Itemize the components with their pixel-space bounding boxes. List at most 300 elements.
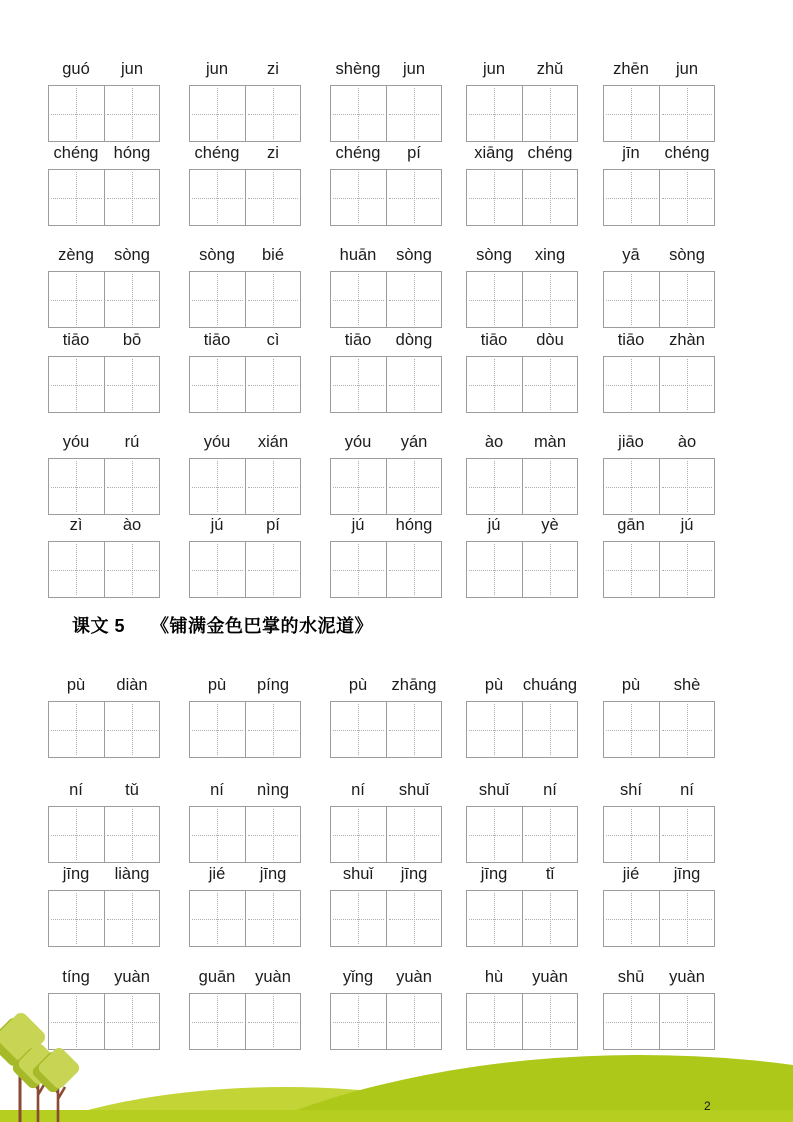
pinyin-syllable: yā (622, 246, 640, 264)
pinyin-pair (603, 514, 715, 537)
writing-grid (330, 356, 442, 413)
pinyin-pair (48, 58, 160, 81)
pinyin-syllable: liàng (114, 865, 150, 883)
pinyin-grid-unit (603, 674, 715, 758)
pinyin-pair (189, 142, 301, 165)
pinyin-pair (48, 966, 160, 989)
grid-cell (245, 702, 301, 757)
writing-grid (466, 356, 578, 413)
grid-cell (245, 807, 301, 862)
pinyin-syllable: sòng (669, 246, 705, 264)
pinyin-syllable: xiāng (474, 144, 514, 162)
pinyin-syllable: pí (407, 144, 421, 162)
pinyin-grid-unit (466, 142, 578, 226)
pinyin-syllable: jú (487, 516, 501, 534)
grid-cell (386, 459, 442, 514)
writing-grid (48, 541, 160, 598)
grid-cell (190, 357, 245, 412)
writing-grid (603, 701, 715, 758)
writing-grid (330, 458, 442, 515)
pinyin-syllable: jun (402, 60, 426, 78)
pinyin-grid-unit (466, 863, 578, 947)
grid-cell (331, 459, 386, 514)
pinyin-syllable: bō (122, 331, 142, 349)
grid-cell (659, 357, 715, 412)
pinyin-syllable: chéng (664, 144, 710, 162)
pinyin-syllable: jīn (622, 144, 640, 162)
pinyin-syllable: tíng (62, 968, 90, 986)
grid-cell (604, 807, 659, 862)
pinyin-syllable: hù (484, 968, 504, 986)
pinyin-syllable: hóng (395, 516, 433, 534)
pinyin-syllable: sòng (199, 246, 235, 264)
pinyin-pair (603, 329, 715, 352)
pinyin-syllable: pù (207, 676, 227, 694)
grid-cell (467, 807, 522, 862)
pinyin-grid-unit (603, 514, 715, 598)
pinyin-pair (330, 244, 442, 267)
pinyin-syllable: jun (120, 60, 144, 78)
pinyin-syllable: sòng (476, 246, 512, 264)
pinyin-syllable: jun (482, 60, 506, 78)
pinyin-grid-unit (330, 674, 442, 758)
grid-cell (386, 170, 442, 225)
pinyin-syllable: jun (675, 60, 699, 78)
pinyin-syllable: tiāo (617, 331, 645, 349)
pinyin-syllable: pù (348, 676, 368, 694)
grid-cell (659, 170, 715, 225)
grid-cell (104, 542, 160, 597)
grid-cell (467, 357, 522, 412)
pinyin-syllable: shè (673, 676, 701, 694)
pinyin-syllable: pù (621, 676, 641, 694)
pinyin-pair (330, 966, 442, 989)
writing-grid (48, 85, 160, 142)
pinyin-grid-unit (603, 431, 715, 515)
grid-cell (190, 86, 245, 141)
pinyin-pair (48, 674, 160, 697)
writing-grid (603, 458, 715, 515)
pinyin-pair (189, 863, 301, 886)
grid-cell (467, 459, 522, 514)
pinyin-syllable: rú (124, 433, 140, 451)
writing-grid (189, 701, 301, 758)
grid-cell (245, 170, 301, 225)
grid-cell (190, 542, 245, 597)
pinyin-grid-unit (189, 674, 301, 758)
grid-cell (104, 86, 160, 141)
pinyin-syllable: nìng (256, 781, 290, 799)
writing-grid (189, 541, 301, 598)
grid-cell (467, 702, 522, 757)
grid-cell (49, 542, 104, 597)
pinyin-pair (603, 863, 715, 886)
pinyin-syllable: tiāo (344, 331, 372, 349)
grid-cell (104, 357, 160, 412)
pinyin-syllable: bié (261, 246, 285, 264)
pinyin-syllable: tiāo (203, 331, 231, 349)
grid-cell (659, 702, 715, 757)
pinyin-pair (466, 244, 578, 267)
pinyin-pair (603, 431, 715, 454)
pinyin-grid-unit (189, 514, 301, 598)
pinyin-grid-unit (189, 329, 301, 413)
pinyin-syllable: jú (210, 516, 224, 534)
writing-grid (603, 271, 715, 328)
grid-cell (467, 272, 522, 327)
pinyin-syllable: dòng (395, 331, 433, 349)
grid-cell (386, 891, 442, 946)
grid-cell (104, 891, 160, 946)
pinyin-grid-unit (48, 863, 160, 947)
grid-cell (331, 170, 386, 225)
pinyin-grid-unit (330, 142, 442, 226)
grid-cell (245, 459, 301, 514)
grid-cell (245, 357, 301, 412)
grid-cell (49, 86, 104, 141)
grid-cell (659, 86, 715, 141)
grid-cell (49, 891, 104, 946)
grid-cell (604, 357, 659, 412)
pinyin-pair (330, 142, 442, 165)
lesson-heading (72, 612, 373, 638)
pinyin-syllable: shèng (335, 60, 381, 78)
pinyin-syllable: yuàn (532, 968, 568, 986)
pinyin-pair (603, 244, 715, 267)
pinyin-syllable: tiāo (62, 331, 90, 349)
pinyin-grid-unit (330, 329, 442, 413)
pinyin-grid-unit (189, 244, 301, 328)
pinyin-grid-unit (48, 244, 160, 328)
grid-cell (245, 542, 301, 597)
grid-cell (467, 542, 522, 597)
pinyin-syllable: ní (351, 781, 365, 799)
grid-cell (604, 272, 659, 327)
grid-cell (659, 807, 715, 862)
pinyin-syllable: màn (533, 433, 567, 451)
writing-grid (189, 85, 301, 142)
pinyin-pair (466, 431, 578, 454)
grid-cell (104, 170, 160, 225)
pinyin-grid-unit (603, 244, 715, 328)
writing-grid (330, 541, 442, 598)
grid-cell (190, 272, 245, 327)
writing-grid (48, 701, 160, 758)
pinyin-syllable: yóu (203, 433, 231, 451)
grid-cell (604, 891, 659, 946)
grid-cell (467, 891, 522, 946)
grid-cell (331, 357, 386, 412)
pinyin-grid-unit (330, 244, 442, 328)
grid-cell (104, 807, 160, 862)
pinyin-syllable: shuǐ (398, 781, 430, 799)
writing-grid (48, 169, 160, 226)
pinyin-syllable: ào (677, 433, 697, 451)
pinyin-syllable: jun (205, 60, 229, 78)
writing-grid (466, 806, 578, 863)
pinyin-syllable: chéng (335, 144, 381, 162)
pinyin-syllable: cì (266, 331, 280, 349)
pinyin-syllable: ní (69, 781, 83, 799)
lesson-title: 《铺满金色巴掌的水泥道》 (151, 616, 374, 636)
pinyin-pair (603, 142, 715, 165)
pinyin-syllable: sòng (114, 246, 150, 264)
pinyin-syllable: zèng (58, 246, 94, 264)
pinyin-pair (603, 779, 715, 802)
pinyin-grid-unit (189, 142, 301, 226)
pinyin-pair (48, 329, 160, 352)
pinyin-grid-unit (48, 431, 160, 515)
grid-cell (190, 459, 245, 514)
pinyin-pair (189, 779, 301, 802)
pinyin-pair (603, 674, 715, 697)
pinyin-pair (603, 966, 715, 989)
writing-grid (330, 806, 442, 863)
pinyin-syllable: zhàn (669, 331, 705, 349)
writing-grid (603, 806, 715, 863)
writing-grid (466, 458, 578, 515)
pinyin-syllable: ào (122, 516, 142, 534)
writing-grid (48, 271, 160, 328)
pinyin-syllable: tǔ (125, 781, 139, 799)
pinyin-pair (330, 863, 442, 886)
pinyin-syllable: ní (680, 781, 694, 799)
pinyin-pair (330, 431, 442, 454)
pinyin-syllable: diàn (116, 676, 148, 694)
grid-cell (104, 272, 160, 327)
pinyin-pair (466, 966, 578, 989)
pinyin-syllable: huān (339, 246, 377, 264)
pinyin-pair (48, 779, 160, 802)
pinyin-syllable: yuàn (255, 968, 291, 986)
grid-cell (604, 86, 659, 141)
pinyin-syllable: yuàn (114, 968, 150, 986)
pinyin-syllable: tǐ (545, 865, 555, 883)
pinyin-grid-unit (330, 431, 442, 515)
grid-cell (659, 459, 715, 514)
pinyin-pair (48, 142, 160, 165)
pinyin-pair (466, 514, 578, 537)
pinyin-pair (466, 863, 578, 886)
pinyin-syllable: zi (267, 144, 279, 162)
grid-cell (604, 542, 659, 597)
writing-grid (330, 271, 442, 328)
pinyin-syllable: xing (534, 246, 566, 264)
writing-grid (189, 271, 301, 328)
pinyin-syllable: jīng (259, 865, 287, 883)
pinyin-syllable: chéng (53, 144, 99, 162)
pinyin-pair (466, 58, 578, 81)
pinyin-grid-unit (330, 779, 442, 863)
writing-grid (466, 271, 578, 328)
writing-grid (330, 169, 442, 226)
pinyin-grid-unit (330, 863, 442, 947)
grid-cell (604, 170, 659, 225)
grid-cell (104, 459, 160, 514)
grid-cell (386, 357, 442, 412)
writing-grid (603, 356, 715, 413)
grid-cell (386, 542, 442, 597)
pinyin-syllable: dòu (536, 331, 564, 349)
pinyin-syllable: guó (62, 60, 90, 78)
grid-cell (386, 86, 442, 141)
grid-cell (467, 170, 522, 225)
pinyin-grid-unit (330, 58, 442, 142)
writing-grid (603, 169, 715, 226)
pinyin-pair (48, 514, 160, 537)
pinyin-pair (189, 58, 301, 81)
pinyin-syllable: gān (617, 516, 645, 534)
grid-cell (386, 272, 442, 327)
pinyin-syllable: ní (210, 781, 224, 799)
pinyin-grid-unit (48, 58, 160, 142)
footer-decoration (0, 987, 793, 1122)
pinyin-syllable: yǐng (342, 968, 374, 986)
pinyin-syllable: chéng (527, 144, 573, 162)
grid-cell (49, 807, 104, 862)
pinyin-syllable: yuàn (396, 968, 432, 986)
writing-grid (189, 458, 301, 515)
pinyin-pair (189, 329, 301, 352)
pinyin-pair (48, 244, 160, 267)
grid-cell (522, 702, 578, 757)
grid-cell (49, 272, 104, 327)
grid-cell (190, 807, 245, 862)
pinyin-pair (466, 779, 578, 802)
grid-cell (604, 459, 659, 514)
writing-grid (48, 890, 160, 947)
grid-cell (49, 357, 104, 412)
grid-cell (522, 170, 578, 225)
pinyin-grid-unit (466, 244, 578, 328)
grid-cell (659, 272, 715, 327)
writing-grid (466, 890, 578, 947)
pinyin-syllable: píng (256, 676, 290, 694)
grid-cell (104, 702, 160, 757)
pinyin-syllable: yè (541, 516, 559, 534)
pinyin-pair (330, 779, 442, 802)
pinyin-pair (330, 329, 442, 352)
lesson-number: 课文 5 (72, 616, 126, 636)
pinyin-grid-unit (603, 58, 715, 142)
pinyin-grid-unit (466, 58, 578, 142)
grid-cell (331, 542, 386, 597)
pinyin-syllable: zhāng (391, 676, 437, 694)
writing-grid (466, 541, 578, 598)
pinyin-syllable: chuáng (522, 676, 578, 694)
pinyin-pair (330, 58, 442, 81)
pinyin-grid-unit (189, 863, 301, 947)
pinyin-syllable: sòng (396, 246, 432, 264)
pinyin-syllable: yuàn (669, 968, 705, 986)
pinyin-syllable: shuǐ (478, 781, 510, 799)
grid-cell (467, 86, 522, 141)
pinyin-grid-unit (603, 779, 715, 863)
grid-cell (522, 891, 578, 946)
grid-cell (522, 86, 578, 141)
pinyin-grid-unit (466, 674, 578, 758)
pinyin-pair (466, 674, 578, 697)
grid-cell (386, 807, 442, 862)
writing-grid (603, 890, 715, 947)
pinyin-syllable: jié (622, 865, 640, 883)
grid-cell (659, 891, 715, 946)
pinyin-syllable: shí (619, 781, 642, 799)
grid-cell (522, 272, 578, 327)
pinyin-syllable: tiāo (480, 331, 508, 349)
pinyin-syllable: guān (198, 968, 236, 986)
grid-cell (49, 170, 104, 225)
grid-cell (331, 702, 386, 757)
pinyin-pair (603, 58, 715, 81)
pinyin-syllable: jié (208, 865, 226, 883)
writing-grid (603, 85, 715, 142)
grid-cell (49, 702, 104, 757)
pinyin-syllable: chéng (194, 144, 240, 162)
pinyin-grid-unit (466, 514, 578, 598)
pinyin-grid-unit (48, 329, 160, 413)
grid-cell (522, 807, 578, 862)
grid-cell (522, 542, 578, 597)
writing-grid (48, 806, 160, 863)
pinyin-syllable: shuǐ (342, 865, 374, 883)
writing-grid (189, 890, 301, 947)
pinyin-pair (48, 863, 160, 886)
pinyin-pair (48, 431, 160, 454)
pinyin-syllable: zhēn (613, 60, 649, 78)
pinyin-syllable: zhǔ (536, 60, 564, 78)
grid-cell (331, 807, 386, 862)
pinyin-grid-unit (466, 329, 578, 413)
grid-cell (659, 542, 715, 597)
grid-cell (331, 86, 386, 141)
pinyin-grid-unit (48, 142, 160, 226)
pinyin-syllable: zì (69, 516, 83, 534)
pinyin-pair (189, 966, 301, 989)
pinyin-syllable: yán (400, 433, 428, 451)
grid-cell (245, 891, 301, 946)
writing-grid (330, 701, 442, 758)
pinyin-pair (466, 142, 578, 165)
writing-grid (189, 169, 301, 226)
pinyin-syllable: xián (257, 433, 289, 451)
pinyin-grid-unit (603, 863, 715, 947)
pinyin-pair (330, 674, 442, 697)
pinyin-grid-unit (48, 514, 160, 598)
writing-grid (189, 356, 301, 413)
pinyin-syllable: pù (484, 676, 504, 694)
pinyin-grid-unit (466, 431, 578, 515)
writing-grid (466, 85, 578, 142)
grid-cell (190, 170, 245, 225)
grid-cell (522, 357, 578, 412)
pinyin-grid-unit (330, 514, 442, 598)
pinyin-grid-unit (603, 329, 715, 413)
pinyin-syllable: ào (484, 433, 504, 451)
pinyin-syllable: jiāo (618, 433, 644, 451)
grid-cell (386, 702, 442, 757)
pinyin-pair (466, 329, 578, 352)
writing-grid (330, 85, 442, 142)
grid-cell (331, 272, 386, 327)
pinyin-grid-unit (189, 779, 301, 863)
pinyin-syllable: pù (66, 676, 86, 694)
pinyin-syllable: yóu (344, 433, 372, 451)
footer-strip (0, 1110, 793, 1122)
writing-grid (466, 169, 578, 226)
pinyin-grid-unit (48, 674, 160, 758)
grid-cell (331, 891, 386, 946)
